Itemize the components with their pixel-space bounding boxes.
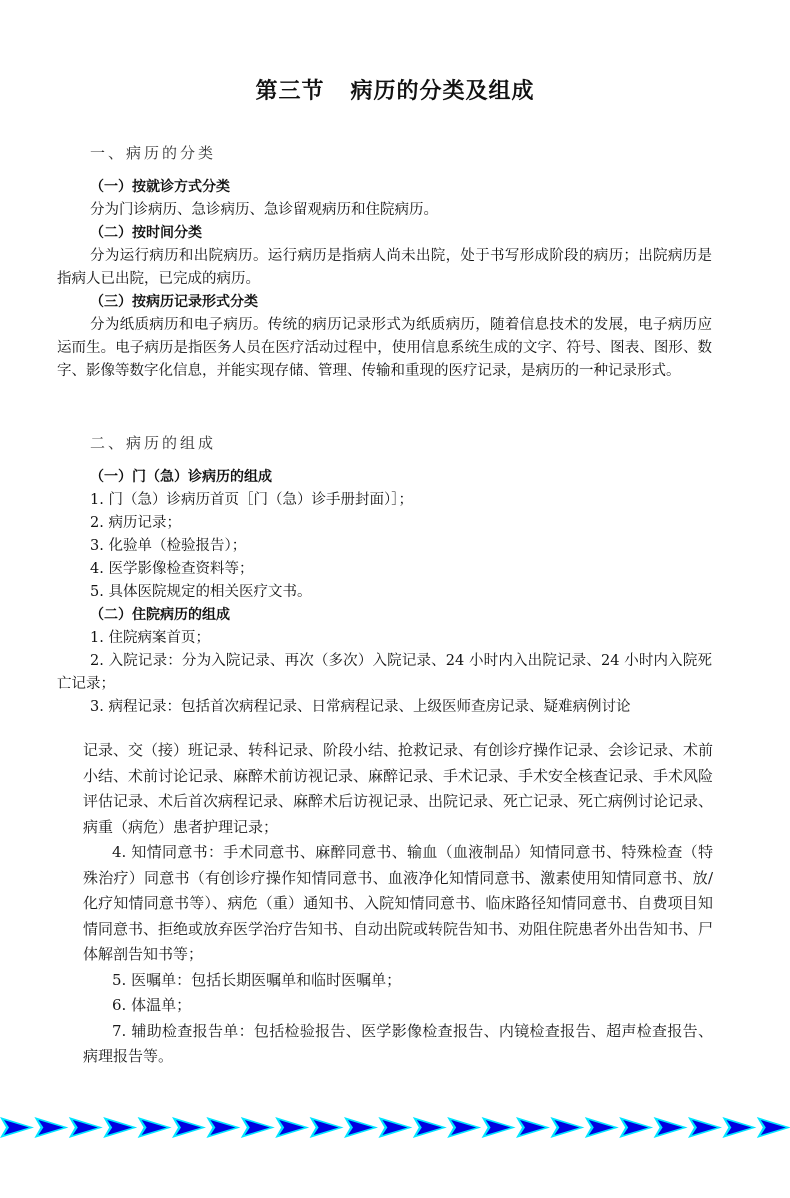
arrow-right-icon [206, 1117, 240, 1138]
arrow-right-icon [550, 1117, 584, 1138]
arrow-right-icon [172, 1117, 206, 1138]
subheading-inpatient: （二）住院病历的组成 [90, 607, 230, 623]
arrow-right-icon [585, 1117, 619, 1138]
arrow-right-icon [688, 1117, 722, 1138]
list-item: 2. 病历记录； [90, 515, 181, 531]
arrow-right-icon [482, 1117, 516, 1138]
page-title [0, 74, 790, 105]
arrow-right-icon [654, 1117, 688, 1138]
arrow-right-icon [757, 1117, 790, 1138]
composition-body [57, 466, 712, 719]
arrow-right-icon [344, 1117, 378, 1138]
title-section-number: 第三节 [255, 79, 325, 104]
arrow-right-icon [69, 1117, 103, 1138]
paragraph: 分为门诊病历、急诊病历、急诊留观病历和住院病历。 [90, 202, 438, 218]
arrow-border-decoration [0, 1116, 790, 1140]
arrow-right-icon [275, 1117, 309, 1138]
list-item: 7. 辅助检查报告单：包括检验报告、医学影像检查报告、内镜检查报告、超声检查报告、病理报告等。 [83, 1021, 713, 1065]
list-item: 3. 病程记录：包括首次病程记录、日常病程记录、上级医师查房记录、疑难病例讨论 [90, 699, 631, 715]
subheading-by-form: （三）按病历记录形式分类 [90, 294, 258, 310]
section-heading-classification: 一、病历的分类 [90, 144, 217, 162]
arrow-right-icon [0, 1117, 34, 1138]
list-item: 5. 医嘱单：包括长期医嘱单和临时医嘱单； [112, 970, 402, 989]
arrow-right-icon [310, 1117, 344, 1138]
arrow-right-icon [619, 1117, 653, 1138]
list-item: 6. 体温单； [112, 996, 192, 1014]
arrow-right-icon [722, 1117, 756, 1138]
inpatient-continued-body [83, 738, 713, 1070]
arrow-right-icon [378, 1117, 412, 1138]
arrow-right-icon [516, 1117, 550, 1138]
list-item-continued: 记录、交（接）班记录、转科记录、阶段小结、抢救记录、有创诊疗操作记录、会诊记录、术前小结、术前讨论记录、麻醉术前访视记录、麻醉记录、手术记录、手术安全核查记录、手术风险评估记录、术后首次病程记录、麻醉术后访视记录、出院记录、死亡记录、死亡病例讨论记录、病重（病危）患者护理记录； [83, 741, 714, 836]
list-item: 5. 具体医院规定的相关医疗文书。 [90, 584, 312, 600]
title-text: 病历的分类及组成 [350, 79, 535, 104]
arrow-right-icon [413, 1117, 447, 1138]
paragraph: 分为纸质病历和电子病历。传统的病历记录形式为纸质病历，随着信息技术的发展，电子病历应运而生。电子病历是指医务人员在医疗活动过程中，使用信息系统生成的文字、符号、图表、图形、数字、影像等数字化信息，并能实现存储、管理、传输和重现的医疗记录，是病历的一种记录形式。 [57, 317, 712, 379]
paragraph: 分为运行病历和出院病历。运行病历是指病人尚未出院，处于书写形成阶段的病历；出院病历是指病人已出院，已完成的病历。 [57, 248, 712, 287]
arrow-right-icon [447, 1117, 481, 1138]
classification-body [57, 176, 712, 383]
subheading-by-time: （二）按时间分类 [90, 225, 202, 241]
list-item: 3. 化验单（检验报告）； [90, 538, 247, 554]
arrow-right-icon [34, 1117, 68, 1138]
list-item: 1. 门（急）诊病历首页［门（急）诊手册封面）］； [90, 492, 413, 508]
list-item: 4. 知情同意书：手术同意书、麻醉同意书、输血（血液制品）知情同意书、特殊检查（特殊治疗）同意书（有创诊疗操作知情同意书、血液净化知情同意书、激素使用知情同意书、放/化疗知情同意书等）、病危（重）通知书、入院知情同意书、临床路径知情同意书、自费项目知情同意书、拒绝或放弃医学治疗告知书、自动出院或转院告知书、劝阻住院患者外出告知书、尸体解剖告知书等； [83, 843, 714, 963]
list-item: 2. 入院记录：分为入院记录、再次（多次）入院记录、24 小时内入出院记录、24 小时内入院死亡记录； [57, 653, 712, 692]
list-item: 4. 医学影像检查资料等； [90, 561, 254, 577]
arrow-right-icon [138, 1117, 172, 1138]
subheading-outpatient: （一）门（急）诊病历的组成 [90, 469, 272, 485]
section-heading-composition: 二、病历的组成 [90, 434, 217, 452]
arrow-right-icon [241, 1117, 275, 1138]
subheading-by-visit: （一）按就诊方式分类 [90, 179, 230, 195]
arrow-right-icon [103, 1117, 137, 1138]
list-item: 1. 住院病案首页； [90, 630, 210, 646]
